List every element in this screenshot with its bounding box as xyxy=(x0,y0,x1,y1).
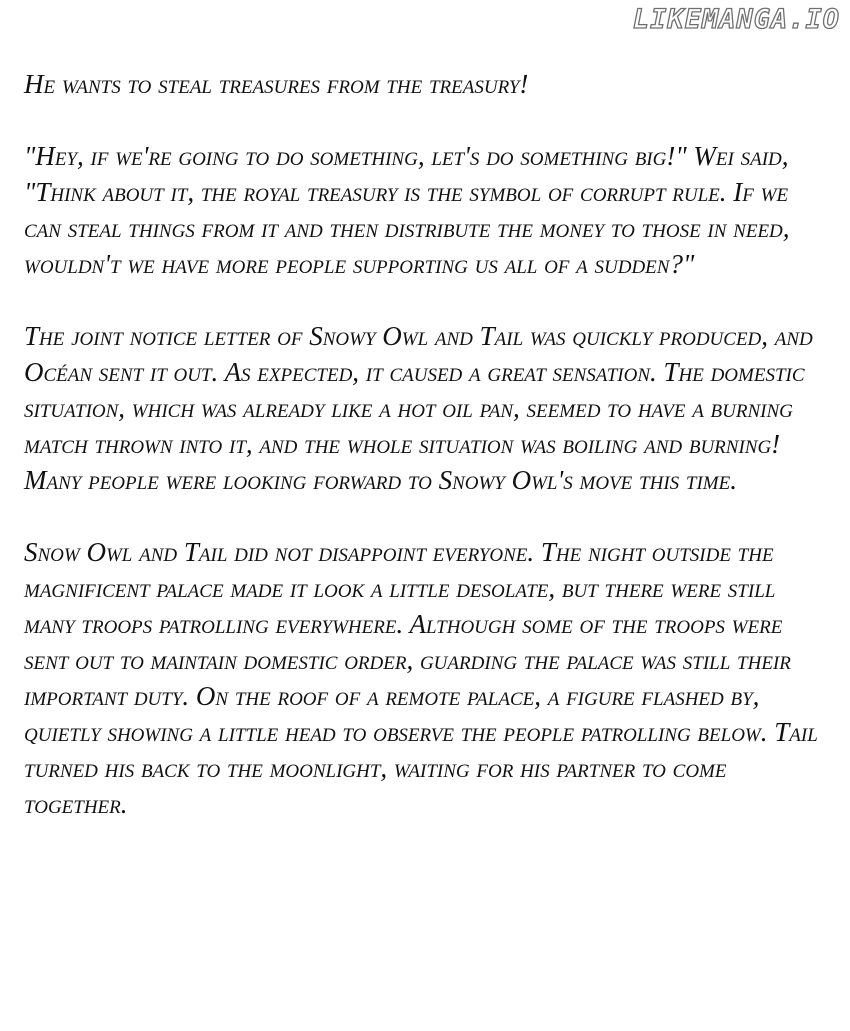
paragraph-2: "Hey, if we're going to do something, let's do something big!" Wei said, "Think about it, the royal treasury is the symbol of corrupt rule. If we can steal things from it and then distribute the money to those in need, wouldn't we have more people supporting us all of a sudden?" xyxy=(24,141,790,279)
paragraph-4: Snow Owl and Tail did not disappoint everyone. The night outside the magnificent palace made it look a little desolate, but there were still many troops patrolling everywhere. Although some of the troops were sent out to maintain domestic order, guarding the palace was still their important duty. On the roof of a remote palace, a figure flashed by, quietly showing a little head to observe the people patrolling below. Tail turned his back to the moonlight, waiting for his partner to come together. xyxy=(24,537,818,819)
site-watermark: LIKEMANGA.IO xyxy=(632,4,840,35)
paragraph-1: He wants to steal treasures from the treasury! xyxy=(24,69,529,99)
text-content xyxy=(24,66,824,858)
paragraph-3: The joint notice letter of Snowy Owl and Tail was quickly produced, and Océan sent it out. As expected, it caused a great sensation. The domestic situation, which was already like a hot oil pan, seemed to have a burning match thrown into it, and the whole situation was boiling and burning! Many people were looking forward to Snowy Owl's move this time. xyxy=(24,321,813,495)
